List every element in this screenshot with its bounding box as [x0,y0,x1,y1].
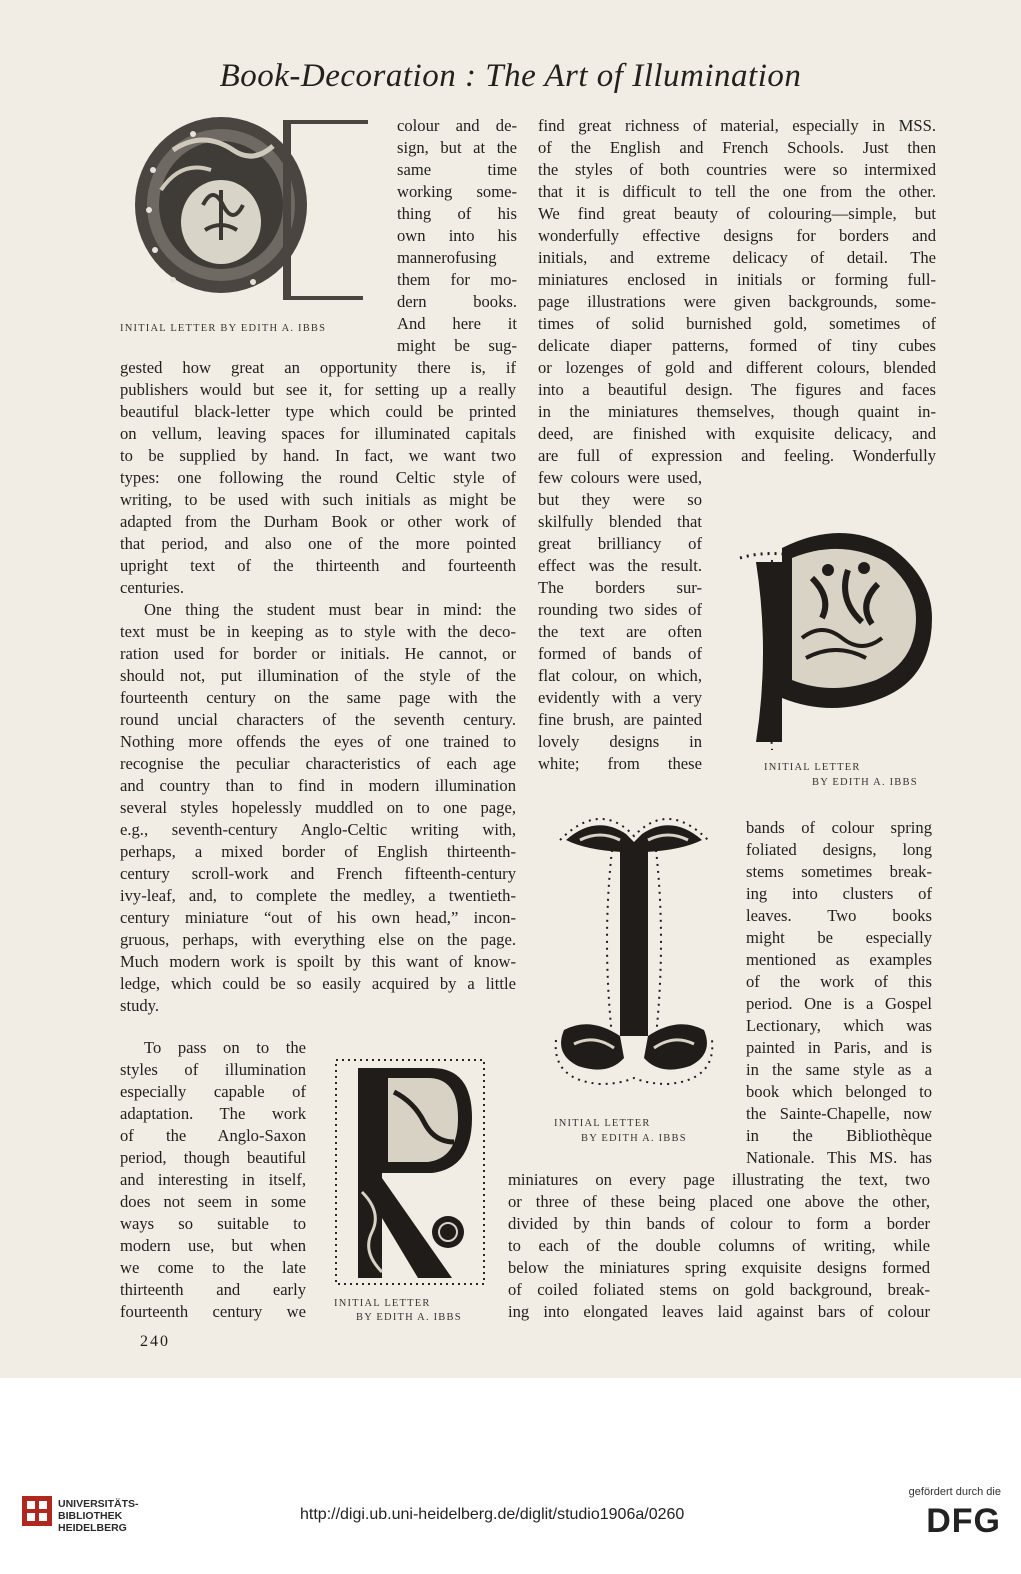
r-initial-caption-line1: INITIAL LETTER [334,1298,431,1309]
left-column-beside-c: colour and de- sign, but at the same time working some- thing of his own into his mannerofusing them for mo- dern books. And here it might be sug- [397,116,517,355]
running-header: Book-Decoration : The Art of Illumination [219,58,802,94]
dfg-logo: DFG [926,1502,1001,1540]
c-initial-caption: INITIAL LETTER BY EDITH A. IBBS [120,323,327,334]
right-column-beside-i: bands of colour spring foliated designs, long stems sometimes break- ing into clusters of leaves. Two books might be especially mentioned as examples of the work of this period. One is a Gospel Lectionary, which was painted in Paris, and is in the same style as a book which belonged to the Sainte-Chapelle, now in the Bibliothèque Nationale. This MS. has [746,818,932,1167]
initial-letter-p-illustration [728,518,938,756]
digital-copy-url[interactable]: http://digi.ub.uni-heidelberg.de/diglit/studio1906a/0260 [300,1506,685,1523]
p-initial-caption-line2: BY EDITH A. IBBS [812,777,918,788]
p-initial-caption-line1: INITIAL LETTER [764,762,861,773]
university-library-name: UNIVERSITÄTS- BIBLIOTHEK HEIDELBERG [58,1498,139,1534]
i-initial-caption-line1: INITIAL LETTER [554,1118,651,1129]
funded-by-label: gefördert durch die [908,1486,1001,1498]
right-column-top: find great richness of material, especially in MSS. of the English and French Schools. Just then the styles of both countries were so intermixed that it is difficult to tell the one from the other. We find great beauty of colouring—simple, but wonderfully effective designs for borders and initials, and extreme delicacy of detail. The miniatures enclosed in initials or forming full- page illustrations were given backgrounds, some- times of solid burnished gold, sometimes of delicate diaper patterns, formed of tiny cubes or lozenges of gold and different colours, blended into a beautiful design. The figures and faces in the miniatures themselves, though quaint in- deed, are finished with exquisite delicacy, and are full of expression and feeling. Wonderfully [538,116,936,465]
right-column-bottom: miniatures on every page illustrating the text, two or three of these being placed one above the other, divided by thin bands of colour to form a border to each of the double columns of writing, while below the miniatures spring exquisite designs formed of coiled foliated stems on gold background, break- ing into elongated leaves laid against bars of colour [508,1170,930,1321]
initial-letter-i-illustration [540,800,728,1100]
initial-letter-c-illustration [133,110,373,320]
initial-letter-r-illustration [328,1052,492,1292]
digitization-footer [0,1378,1021,1574]
left-column-main: gested how great an opportunity there is, if publishers would but see it, for setting up a really beautiful black-letter type which could be printed on vellum, leaving spaces for illuminated capitals to be supplied by hand. In fact, we want two types: one following the round Celtic style of writing, to be used with such initials as might be adapted from the Durham Book or other work of that period, and also one of the more pointed upright text of the thirteenth and fourteenth centuries. One thing the student must bear in mind: the text must be in keeping as to style with the deco- ration used for border or initials. He cannot, or should not, put illumination of the style of the fourteenth century on the same page with the round uncial characters of the seventh century. Nothing more offends the eyes of one trained to recognise the peculiar characteristics of each age and country than to find in modern illumination several styles hopelessly muddled on to one page, e.g., seventh-century Anglo-Celtic writing with, perhaps, a mixed border of English thirteenth- century scroll-work and French fifteenth-century ivy-leaf, and, to complete the medley, a twentieth- century miniature “out of his own head,” incon- gruous, perhaps, with everything else on the page. Much modern work is spoilt by this want of know- ledge, which could be so easily acquired by a little study. [120,358,516,1015]
i-initial-caption-line2: BY EDITH A. IBBS [581,1133,687,1144]
r-initial-caption-line2: BY EDITH A. IBBS [356,1312,462,1323]
university-library-logo-icon [22,1496,52,1526]
left-column-beside-r: To pass on to the styles of illumination especially capable of adaptation. The work of the Anglo-Saxon period, though beautiful and interesting in itself, does not seem in some ways so suitable to modern use, but when we come to the late thirteenth and early fourteenth century we [120,1038,306,1321]
right-column-beside-p: few colours were used, but they were so skilfully blended that great brilliancy of effect was the result. The borders sur- rounding two sides of the text are often formed of bands of flat colour, on which, evidently with a very fine brush, are painted lovely designs in white; from these [538,468,702,773]
page-number: 240 [140,1333,170,1350]
